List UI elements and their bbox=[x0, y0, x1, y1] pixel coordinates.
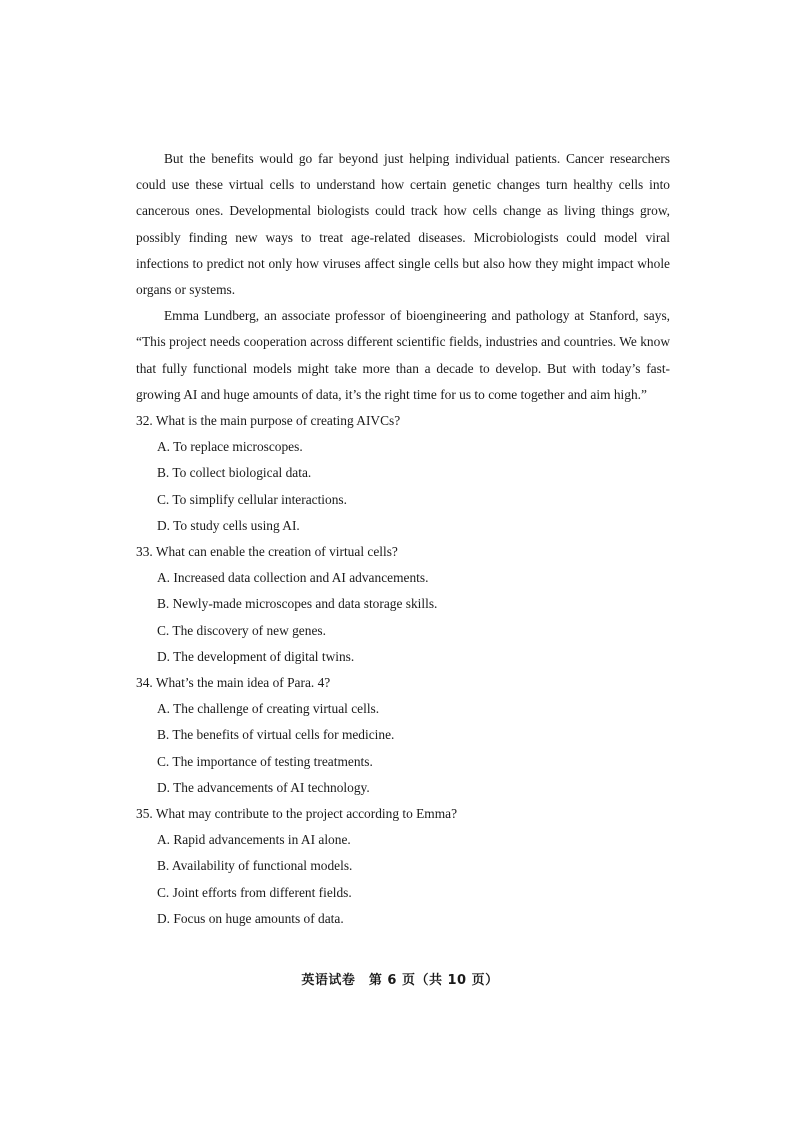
option-a: A. Rapid advancements in AI alone. bbox=[157, 832, 351, 848]
option-b: B. Availability of functional models. bbox=[157, 858, 353, 874]
option-b: B. Newly-made microscopes and data storage skills. bbox=[157, 596, 438, 612]
question-34 bbox=[136, 670, 670, 801]
question-32 bbox=[136, 408, 670, 539]
question-stem: 35. What may contribute to the project according to Emma? bbox=[136, 806, 458, 822]
option-d: D. Focus on huge amounts of data. bbox=[157, 910, 344, 926]
question-stem: 34. What’s the main idea of Para. 4? bbox=[136, 675, 331, 691]
option-b: B. To collect biological data. bbox=[157, 465, 312, 481]
option-a: A. The challenge of creating virtual cells. bbox=[157, 701, 380, 717]
page-footer: 英语试卷 第 6 页（共 10 页） bbox=[301, 973, 499, 988]
option-b: B. The benefits of virtual cells for medicine. bbox=[157, 727, 395, 743]
option-d: D. The development of digital twins. bbox=[157, 648, 355, 664]
question-stem: 33. What can enable the creation of virtual cells? bbox=[136, 544, 398, 560]
option-c: C. The importance of testing treatments. bbox=[157, 753, 373, 769]
passage-paragraph: But the benefits would go far beyond just helping individual patients. Cancer researchers could use these virtual cells to understand how certain genetic changes turn healthy cells into cancerous ones. Developmental biologists could track how cells change as living things grow, possibly finding new ways to treat age-related diseases. Microbiologists could model viral infections to predict not only how viruses affect single cells but also how they might impact whole organs or systems. bbox=[136, 151, 670, 298]
option-c: C. To simplify cellular interactions. bbox=[157, 491, 347, 507]
option-a: A. To replace microscopes. bbox=[157, 439, 303, 455]
page-content bbox=[136, 146, 670, 932]
question-35 bbox=[136, 801, 670, 932]
option-a: A. Increased data collection and AI advancements. bbox=[157, 570, 429, 586]
option-d: D. To study cells using AI. bbox=[157, 517, 300, 533]
passage-paragraph: Emma Lundberg, an associate professor of bioengineering and pathology at Stanford, says, “This project needs cooperation across different scientific fields, industries and countries. We know that fully functional models might take more than a decade to develop. But with today’s fast-growing AI and huge amounts of data, it’s the right time for us to come together and aim high.” bbox=[136, 308, 670, 402]
option-c: C. Joint efforts from different fields. bbox=[157, 884, 352, 900]
option-d: D. The advancements of AI technology. bbox=[157, 779, 370, 795]
question-stem: 32. What is the main purpose of creating AIVCs? bbox=[136, 413, 401, 429]
option-c: C. The discovery of new genes. bbox=[157, 622, 326, 638]
question-33 bbox=[136, 539, 670, 670]
